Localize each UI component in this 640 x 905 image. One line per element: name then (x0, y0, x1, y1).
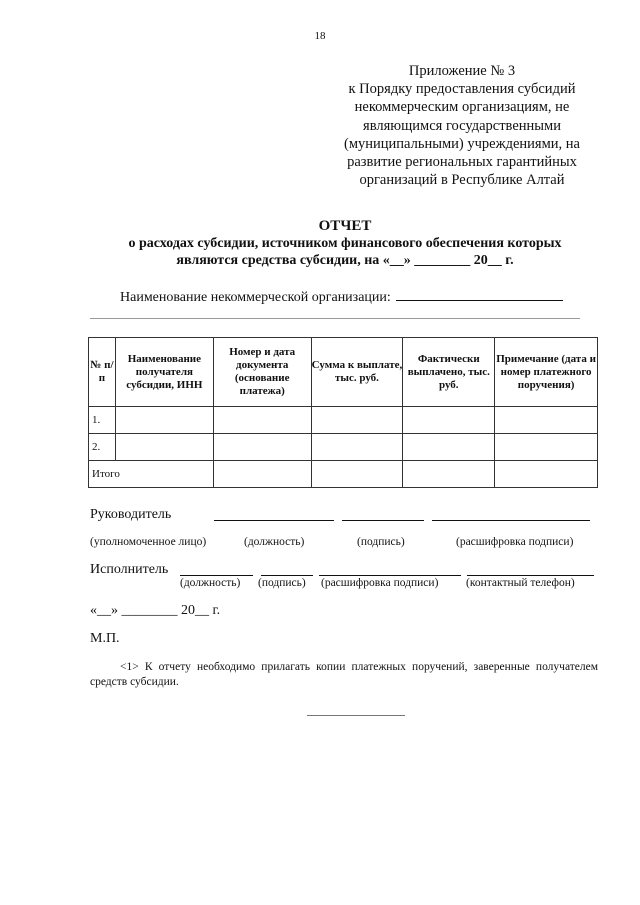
appendix-header (312, 62, 612, 189)
org-name-label: Наименование некоммерческой организации: (120, 290, 391, 305)
row-number: 1. (89, 407, 116, 434)
table-cell[interactable] (213, 461, 311, 488)
table-cell[interactable] (495, 434, 598, 461)
table-cell[interactable] (311, 407, 403, 434)
appendix-line: развитие региональных гарантийных (347, 154, 577, 171)
org-name-field (120, 288, 563, 306)
table-cell[interactable] (403, 461, 495, 488)
executor-caption: (должность) (180, 577, 241, 589)
table-row (89, 434, 598, 461)
head-caption: (расшифровка подписи) (456, 536, 574, 548)
table-header-row (89, 338, 598, 407)
page-number: 18 (314, 30, 326, 42)
table-cell[interactable] (495, 407, 598, 434)
table-total-row (89, 461, 598, 488)
table-cell[interactable] (311, 434, 403, 461)
executor-caption: (расшифровка подписи) (321, 577, 439, 589)
executor-caption: (подпись) (258, 577, 306, 589)
end-divider (307, 715, 405, 716)
report-title (60, 218, 630, 269)
table-cell[interactable] (495, 461, 598, 488)
table-cell[interactable] (115, 434, 213, 461)
report-title-line: являются средства субсидии, на «__» ________ 20__ г. (176, 253, 514, 268)
table-cell[interactable] (213, 407, 311, 434)
executor-label: Исполнитель (90, 562, 169, 577)
report-title-main: ОТЧЕТ (318, 218, 372, 234)
row-number: 2. (89, 434, 116, 461)
appendix-line: являющимся государственными (363, 117, 561, 134)
appendix-line: (муниципальными) учреждениями, на (344, 135, 580, 152)
head-name-line[interactable] (432, 520, 590, 521)
stamp-label: М.П. (90, 631, 120, 646)
column-header: Сумма к выплате, тыс. руб. (311, 338, 403, 407)
executor-phone-line[interactable] (467, 575, 594, 576)
appendix-line: к Порядку предоставления субсидий (348, 81, 576, 98)
appendix-line: организаций в Республике Алтай (359, 172, 565, 189)
table-row (89, 407, 598, 434)
footnote: <1> К отчету необходимо прилагать копии платежных поручений, заверенные получателем средств субсидии. (90, 661, 598, 688)
executor-signature-line[interactable] (261, 575, 313, 576)
column-header: № п/п (89, 338, 116, 407)
head-position-line[interactable] (214, 520, 334, 521)
table-cell[interactable] (115, 407, 213, 434)
table-cell[interactable] (213, 434, 311, 461)
head-signature-line[interactable] (342, 520, 424, 521)
executor-name-line[interactable] (319, 575, 461, 576)
table-cell[interactable] (403, 434, 495, 461)
report-date-line: «__» ________ 20__ г. (90, 603, 221, 618)
org-name-underline (90, 318, 580, 319)
head-caption: (должность) (244, 536, 305, 548)
appendix-line: некоммерческим организациям, не (354, 99, 570, 116)
report-title-line: о расходах субсидии, источником финансового обеспечения которых (128, 236, 562, 251)
head-caption: (подпись) (357, 536, 405, 548)
total-label: Итого (89, 461, 214, 488)
column-header: Примечание (дата и номер платежного поручения) (495, 338, 598, 407)
appendix-line: Приложение № 3 (408, 63, 516, 79)
executor-caption: (контактный телефон) (466, 577, 575, 589)
org-name-blank[interactable] (396, 288, 563, 301)
table-cell[interactable] (403, 407, 495, 434)
executor-position-line[interactable] (180, 575, 253, 576)
head-caption: (уполномоченное лицо) (90, 536, 207, 548)
column-header: Номер и дата документа (основание платежа) (213, 338, 311, 407)
report-table (88, 337, 598, 488)
column-header: Фактически выплачено, тыс. руб. (403, 338, 495, 407)
column-header: Наименование получателя субсидии, ИНН (115, 338, 213, 407)
head-label: Руководитель (90, 507, 172, 522)
table-cell[interactable] (311, 461, 403, 488)
